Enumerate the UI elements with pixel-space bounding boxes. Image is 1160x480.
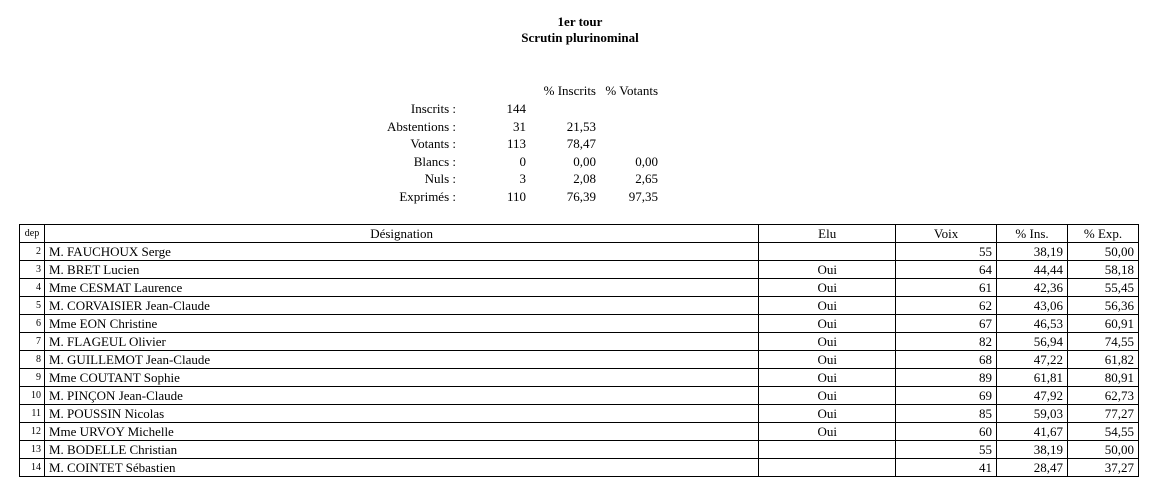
cell-pct-exp: 58,18 [1068,261,1139,279]
cell-dep: 14 [20,459,45,477]
cell-dep: 4 [20,279,45,297]
cell-voix: 68 [896,351,997,369]
summary-label: Exprimés : [399,188,456,204]
cell-elu: Oui [759,387,896,405]
cell-dep: 13 [20,441,45,459]
summary-value: 31 [513,118,526,134]
summary-header-pct-inscrits: % Inscrits [543,83,596,99]
cell-designation: M. FLAGEUL Olivier [44,333,758,351]
cell-voix: 61 [896,279,997,297]
cell-pct-ins: 56,94 [997,333,1068,351]
ballot-type-title: Scrutin plurinominal [521,30,639,45]
cell-designation: M. POUSSIN Nicolas [44,405,758,423]
cell-elu: Oui [759,369,896,387]
summary-label: Abstentions : [387,118,456,134]
cell-voix: 64 [896,261,997,279]
cell-pct-exp: 54,55 [1068,423,1139,441]
cell-voix: 41 [896,459,997,477]
table-row [20,243,1139,261]
summary-pct-inscrits: 78,47 [566,136,596,151]
cell-pct-ins: 43,06 [997,297,1068,315]
summary-label: Inscrits : [410,101,456,116]
table-row [20,387,1139,405]
cell-voix: 67 [896,315,997,333]
cell-elu: Oui [759,297,896,315]
cell-pct-ins: 47,22 [997,351,1068,369]
cell-pct-exp: 74,55 [1068,333,1139,351]
summary-header-row [300,82,658,100]
cell-designation: Mme URVOY Michelle [44,423,758,441]
cell-pct-exp: 50,00 [1068,441,1139,459]
cell-pct-exp: 80,91 [1068,369,1139,387]
cell-elu: Oui [759,279,896,297]
summary-pct-votants [596,100,658,118]
cell-dep: 9 [20,369,45,387]
header-voix: Voix [896,225,997,243]
table-row [20,369,1139,387]
cell-designation: M. COINTET Sébastien [44,459,758,477]
summary-value: 3 [519,171,526,186]
cell-dep: 10 [20,387,45,405]
cell-pct-ins: 46,53 [997,315,1068,333]
cell-pct-exp: 37,27 [1068,459,1139,477]
cell-pct-ins: 38,19 [997,441,1068,459]
table-row [20,459,1139,477]
cell-designation: M. CORVAISIER Jean-Claude [44,297,758,315]
summary-label: Blancs : [413,153,456,169]
candidate-results-table [19,224,1139,477]
cell-voix: 89 [896,369,997,387]
cell-pct-exp: 61,82 [1068,351,1139,369]
cell-designation: Mme EON Christine [44,315,758,333]
table-row [20,279,1139,297]
header-dep: dep [20,225,45,243]
cell-dep: 5 [20,297,45,315]
cell-voix: 62 [896,297,997,315]
cell-pct-exp: 62,73 [1068,387,1139,405]
cell-elu [759,441,896,459]
summary-pct-votants: 0,00 [635,153,658,169]
cell-elu: Oui [759,405,896,423]
cell-designation: M. GUILLEMOT Jean-Claude [44,351,758,369]
summary-row [300,118,658,136]
table-row [20,333,1139,351]
summary-pct-inscrits: 2,08 [573,171,596,186]
summary-pct-inscrits [526,100,596,118]
turnout-summary-table [300,82,658,205]
cell-pct-ins: 42,36 [997,279,1068,297]
summary-row [300,188,658,206]
table-row [20,351,1139,369]
cell-voix: 85 [896,405,997,423]
cell-dep: 8 [20,351,45,369]
cell-designation: Mme COUTANT Sophie [44,369,758,387]
cell-designation: M. FAUCHOUX Serge [44,243,758,261]
summary-pct-votants [596,135,658,153]
summary-pct-inscrits: 21,53 [566,118,596,134]
summary-header-pct-votants: % Votants [605,83,658,99]
cell-pct-ins: 41,67 [997,423,1068,441]
cell-designation: M. BRET Lucien [44,261,758,279]
table-row [20,423,1139,441]
cell-pct-ins: 28,47 [997,459,1068,477]
table-row [20,297,1139,315]
cell-pct-ins: 44,44 [997,261,1068,279]
cell-elu: Oui [759,315,896,333]
cell-pct-exp: 77,27 [1068,405,1139,423]
cell-elu: Oui [759,261,896,279]
summary-pct-inscrits: 76,39 [566,188,596,204]
cell-pct-exp: 55,45 [1068,279,1139,297]
cell-designation: M. BODELLE Christian [44,441,758,459]
summary-pct-votants: 2,65 [635,171,658,186]
header-pct-exp: % Exp. [1068,225,1139,243]
summary-row [300,170,658,188]
cell-dep: 2 [20,243,45,261]
cell-dep: 3 [20,261,45,279]
cell-elu [759,243,896,261]
cell-dep: 11 [20,405,45,423]
cell-pct-ins: 38,19 [997,243,1068,261]
round-title: 1er tour [557,14,603,29]
cell-designation: Mme CESMAT Laurence [44,279,758,297]
summary-row [300,153,658,171]
header-elu: Elu [759,225,896,243]
table-row [20,315,1139,333]
cell-designation: M. PINÇON Jean-Claude [44,387,758,405]
table-row [20,261,1139,279]
cell-voix: 55 [896,441,997,459]
summary-label: Nuls : [424,171,456,186]
document-title [0,14,1160,46]
cell-pct-ins: 47,92 [997,387,1068,405]
table-row [20,405,1139,423]
summary-row [300,135,658,153]
cell-dep: 12 [20,423,45,441]
summary-value: 0 [519,153,526,169]
cell-pct-ins: 59,03 [997,405,1068,423]
summary-label: Votants : [410,136,456,151]
summary-row [300,100,658,118]
header-pct-ins: % Ins. [997,225,1068,243]
cell-pct-exp: 56,36 [1068,297,1139,315]
header-designation: Désignation [44,225,758,243]
summary-pct-inscrits: 0,00 [573,153,596,169]
cell-dep: 6 [20,315,45,333]
summary-pct-votants: 97,35 [628,188,658,204]
cell-elu: Oui [759,423,896,441]
cell-elu: Oui [759,351,896,369]
summary-value: 144 [506,101,526,116]
cell-elu [759,459,896,477]
cell-voix: 69 [896,387,997,405]
summary-pct-votants [596,118,658,136]
cell-pct-exp: 60,91 [1068,315,1139,333]
table-row [20,441,1139,459]
cell-dep: 7 [20,333,45,351]
results-header-row [20,225,1139,243]
cell-voix: 82 [896,333,997,351]
cell-voix: 60 [896,423,997,441]
cell-elu: Oui [759,333,896,351]
summary-value: 110 [506,188,526,204]
cell-pct-ins: 61,81 [997,369,1068,387]
cell-pct-exp: 50,00 [1068,243,1139,261]
summary-value: 113 [506,136,526,151]
cell-voix: 55 [896,243,997,261]
